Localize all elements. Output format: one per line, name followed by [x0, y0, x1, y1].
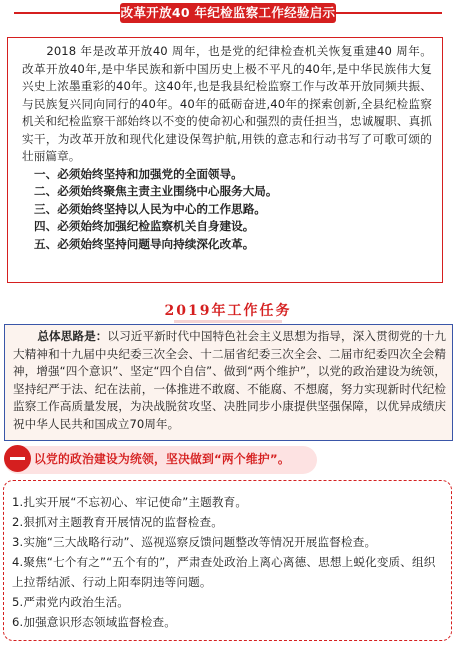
title-banner [0, 0, 456, 26]
tasks-lead: 总体思路是： [37, 329, 108, 343]
page-title: 改革开放40 年纪检监察工作经验启示 [120, 3, 336, 23]
experience-box [7, 37, 443, 283]
list-item: 4.聚焦“七个有之”“五个有的”，严肃查处政治上离心离德、思想上蜕化变质、组织上拉帮结派、行动上阳奉阴违等问题。 [12, 555, 436, 589]
tasks-text: 以习近平新时代中国特色社会主义思想为指导，深入贯彻党的十九大精神和十九届中央纪委三次全会、十二届省纪委三次全会、二届市纪委四次全会精神，增强“四个意识”、坚定“四个自信”、做到“两个维护”，以党的政治建设为统领，坚持纪严于法、纪在法前，一体推进不敢腐、不能腐、不想腐，努力实现新时代纪检监察工作高质量发展，为决战脱贫攻坚、决胜同步小康提供坚强保障，以优异成绩庆祝中华人民共和国成立70周年。 [13, 329, 446, 431]
experience-point: 三、必须始终坚持以人民为中心的工作思路。 [34, 201, 266, 216]
title-rule-right [336, 12, 442, 14]
list-item: 5.严肃党内政治生活。 [12, 595, 130, 609]
experience-point: 一、必须始终坚持和加强党的全面领导。 [34, 166, 243, 181]
section-number-icon [4, 445, 31, 472]
experience-point: 五、必须始终坚持问题导向持续深化改革。 [34, 236, 255, 251]
tasks-paragraph [13, 328, 446, 433]
list-item: 3.实施“三大战略行动”、巡视巡察反馈问题整改等情况开展监督检查。 [12, 535, 377, 549]
section-heading: 以党的政治建设为统领，坚决做到“两个维护”。 [34, 452, 290, 466]
title-rule-left [14, 12, 120, 14]
experience-paragraph: 2018 年是改革开放40 周年，也是党的纪律检查机关恢复重建40 周年。改革开放40年,是中华民族和新中国历史上极不平凡的40年,是中华民族伟大复兴史上浓墨重彩的40年。这40年,也是我县纪检监察工作与改革开放同频共振、与民族复兴同向同行的40年。40年的砥砺奋进,40年的探索创新,全县纪检监察机关和纪检监察干部始终以不变的使命初心和强烈的责任担当，忠诚履职、真抓实干，为改革开放和现代化建设保驾护航,用铁的意志和行动书写了可歌可颂的壮丽篇章。 [22, 44, 432, 163]
list-item: 2.狠抓对主题教育开展情况的监督检查。 [12, 515, 224, 529]
dash-icon [10, 457, 25, 460]
list-item: 1.扎实开展“不忘初心、牢记使命”主题教育。 [12, 495, 248, 509]
list-item: 6.加强意识形态领域监督检查。 [12, 615, 177, 629]
experience-point: 二、必须始终聚焦主责主业围绕中心服务大局。 [34, 184, 278, 198]
experience-point: 四、必须始终加强纪检监察机关自身建设。 [34, 219, 255, 233]
tasks-box [4, 324, 453, 441]
section-items-box [3, 480, 452, 641]
tasks-title: 2019年工作任务 [164, 303, 292, 319]
tasks-title-underline [174, 320, 282, 323]
